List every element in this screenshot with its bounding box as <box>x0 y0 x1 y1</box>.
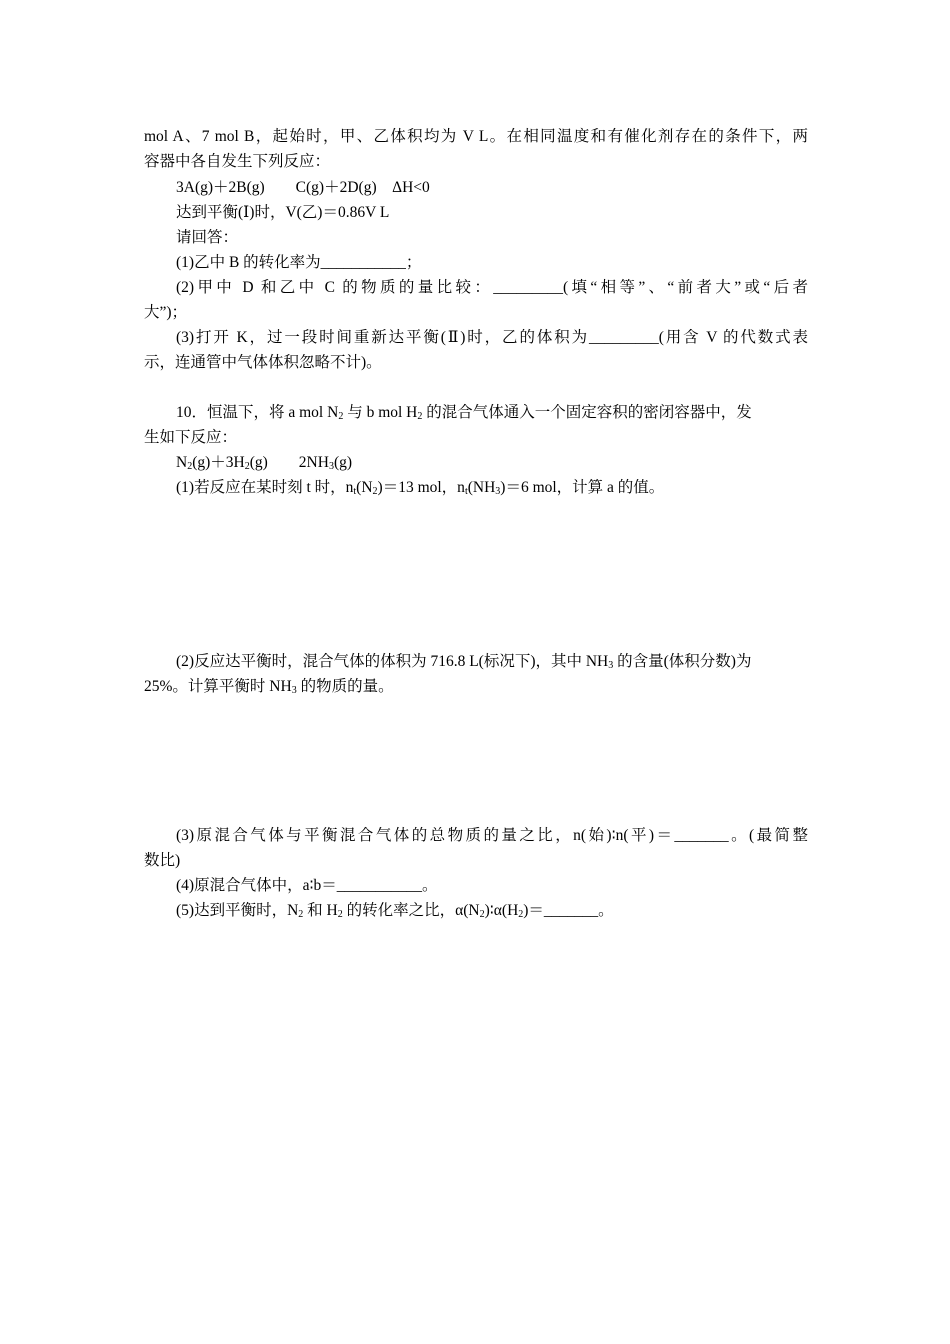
q10-reaction: $N_2(g)+3H_2(g)$ $2NH_3(g)$ <box>176 454 353 472</box>
q9-sub-3-line-1: (3)打开 K，过一段时间重新达平衡(Ⅱ)时，乙的体积为_________(用含 V 的代数式表 <box>176 329 808 346</box>
q10-sub-4: (4)原混合气体中，a∶b＝___________。 <box>176 877 438 894</box>
q9-sub-3-line-2: 示，连通管中气体体积忽略不计)。 <box>144 354 382 371</box>
q10-sub-2-line-1: (2)反应达平衡时，混合气体的体积为 716.8 L(标况下)，其中 $NH_3$ 的含量(体积分数)为 <box>176 653 752 671</box>
q9-sub-2-line-1: (2)甲中 D 和乙中 C 的物质的量比较：_________(填“相等”、“前者大”或“后者 <box>176 279 808 296</box>
q10-sub-3-line-1: (3)原混合气体与平衡混合气体的总物质的量之比，n(始)∶n(平)＝_______。(最简整 <box>176 827 808 844</box>
q9-condition: 达到平衡(Ⅰ)时，V(乙)＝0.86V L <box>176 204 390 221</box>
q9-sub-1: (1)乙中 B 的转化率为___________； <box>176 254 422 271</box>
q10-line-2: 生如下反应： <box>144 429 238 446</box>
q9-prompt: 请回答： <box>176 229 239 246</box>
q9-line-1: mol A、7 mol B，起始时，甲、乙体积均为 V L。在相同温度和有催化剂存在的条件下，两 <box>144 128 808 145</box>
q9-sub-2-line-2: 大”)； <box>144 304 188 321</box>
q10-sub-5: (5)达到平衡时，$N_2$ 和 $H_2$ 的转化率之比，$\alpha(N_2)∶\alpha(H_2)=\_\_\_\_\_\_\_$。 <box>176 902 614 920</box>
q10-sub-3-line-2: 数比) <box>144 852 181 869</box>
q10-sub-1: (1)若反应在某时刻 t 时，$n_t(N_2)=13$ mol，$n_t(NH_3)=6$ mol，计算 a 的值。 <box>176 479 665 497</box>
q9-line-2: 容器中各自发生下列反应： <box>144 153 331 170</box>
q9-reaction: 3A(g)＋2B(g) C(g)＋2D(g) ΔH<0 <box>176 179 430 196</box>
q10-sub-2-line-2: 25%。计算平衡时 $NH_3$ 的物质的量。 <box>144 678 394 696</box>
q10-line-1: 10．恒温下，将 a mol $N_2$ 与 b mol $H_2$ 的混合气体通入一个固定容积的密闭容器中，发 <box>176 404 752 422</box>
